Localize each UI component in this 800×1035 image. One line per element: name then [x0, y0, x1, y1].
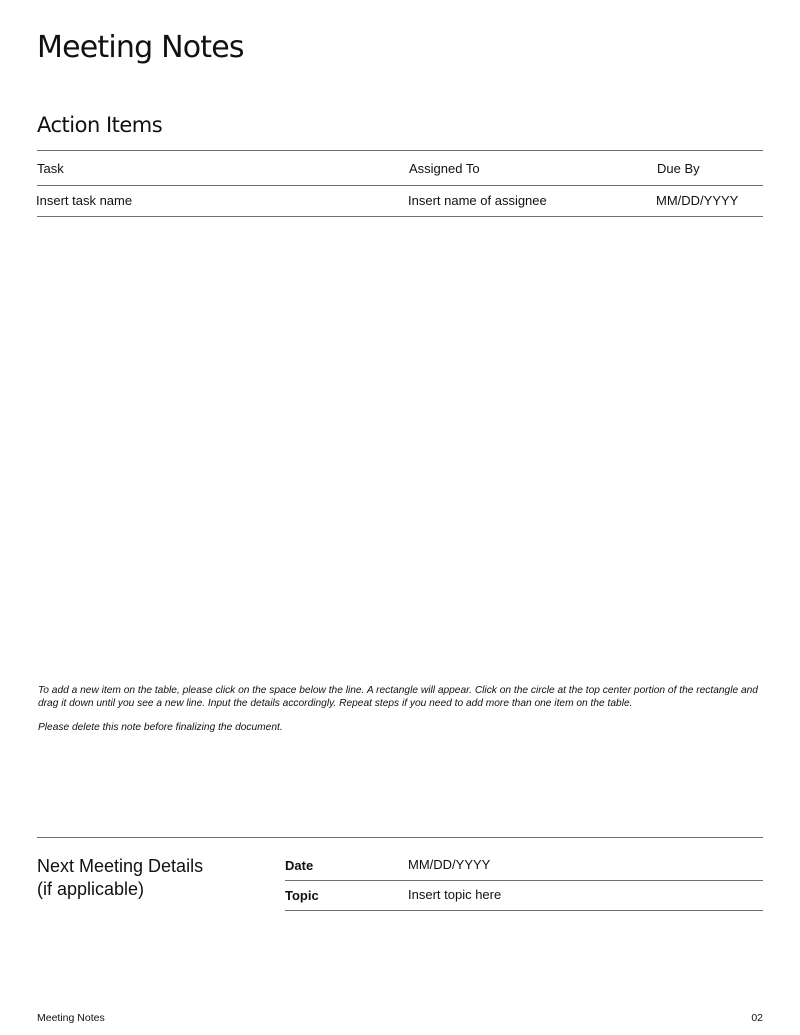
date-rule	[285, 880, 763, 881]
action-items-heading: Action Items	[37, 113, 163, 137]
next-meeting-top-rule	[37, 837, 763, 838]
instruction-paragraph: To add a new item on the table, please click on the space below the line. A rectangle will appear. Click on the circle at the top center portion of the rectangle and drag it down until you see a new line. Input the details accordingly. Repeat steps if you need to add more than one item on the table.	[38, 685, 758, 709]
assignee-cell[interactable]: Insert name of assignee	[408, 193, 547, 208]
page-title: Meeting Notes	[37, 30, 244, 65]
next-meeting-heading	[37, 855, 203, 901]
column-header-assigned-to: Assigned To	[409, 161, 480, 176]
topic-rule	[285, 910, 763, 911]
task-cell[interactable]: Insert task name	[36, 193, 133, 208]
due-date-cell[interactable]: MM/DD/YYYY	[656, 193, 739, 208]
table-top-rule	[37, 150, 763, 151]
topic-value[interactable]: Insert topic here	[408, 887, 502, 902]
column-header-task: Task	[37, 161, 64, 176]
next-meeting-heading-line2: (if applicable)	[37, 879, 145, 899]
column-header-due-by: Due By	[657, 161, 700, 176]
table-header-rule	[37, 185, 763, 186]
date-label: Date	[285, 858, 314, 873]
delete-note-paragraph: Please delete this note before finalizing the document.	[38, 722, 283, 733]
footer-document-title: Meeting Notes	[37, 1012, 105, 1024]
next-meeting-heading-line1: Next Meeting Details	[37, 856, 204, 876]
table-bottom-rule[interactable]	[37, 216, 763, 217]
date-value[interactable]: MM/DD/YYYY	[408, 857, 491, 872]
topic-label: Topic	[285, 888, 319, 903]
footer-page-number: 02	[751, 1012, 763, 1024]
